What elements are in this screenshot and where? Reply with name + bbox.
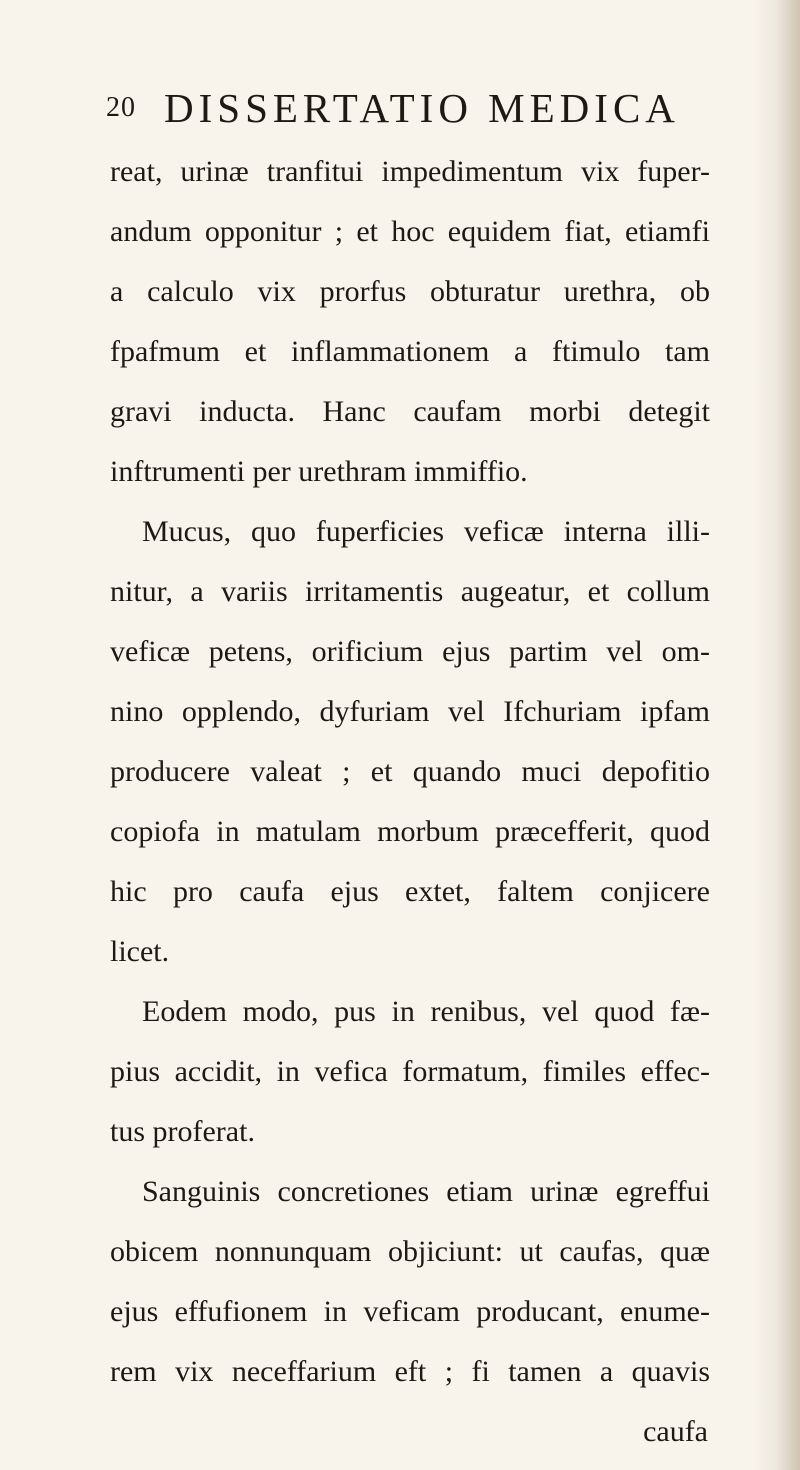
text-line: producere valeat ; et quando muci depofitio: [110, 755, 710, 788]
text-line: tus proferat.: [110, 1115, 255, 1148]
paragraph-start-line: Eodem modo, pus in renibus, vel quod fæ-: [142, 995, 710, 1028]
text-line: copiofa in matulam morbum præcefferit, quod: [110, 815, 710, 848]
text-line: rem vix neceffarium eft ; fi tamen a quavis: [110, 1355, 710, 1388]
text-line: gravi inducta. Hanc caufam morbi detegit: [110, 395, 710, 428]
text-line: veficæ petens, orificium ejus partim vel om-: [110, 635, 710, 668]
text-line: licet.: [110, 935, 170, 968]
text-line: inftrumenti per urethram immiffio.: [110, 455, 528, 488]
page-header: [106, 84, 706, 130]
running-title: DISSERTATIO MEDICA: [164, 85, 680, 131]
text-line: obicem nonnunquam objiciunt: ut caufas, quæ: [110, 1235, 710, 1268]
text-line: reat, urinæ tranfitui impedimentum vix fuper-: [110, 155, 710, 188]
text-line: ejus effufionem in veficam producant, enume-: [110, 1295, 710, 1328]
page-edge-shadow: [776, 0, 800, 1470]
paragraph-start-line: Sanguinis concretiones etiam urinæ egreffui: [142, 1175, 710, 1208]
page-number: 20: [106, 92, 136, 123]
text-line: nino opplendo, dyfuriam vel Ifchuriam ipfam: [110, 695, 710, 728]
text-line: fpafmum et inflammationem a ftimulo tam: [110, 335, 710, 368]
text-line: pius accidit, in vefica formatum, fimiles effec-: [110, 1055, 710, 1088]
body-text: [110, 142, 710, 1462]
text-line: nitur, a variis irritamentis augeatur, et collum: [110, 575, 710, 608]
text-line: a calculo vix prorfus obturatur urethra, ob: [110, 275, 710, 308]
catchword: caufa: [643, 1415, 708, 1448]
text-line: hic pro caufa ejus extet, faltem conjicere: [110, 875, 710, 908]
text-line: andum opponitur ; et hoc equidem fiat, etiamfi: [110, 215, 710, 248]
paragraph-start-line: Mucus, quo fuperficies veficæ interna illi-: [142, 515, 710, 548]
